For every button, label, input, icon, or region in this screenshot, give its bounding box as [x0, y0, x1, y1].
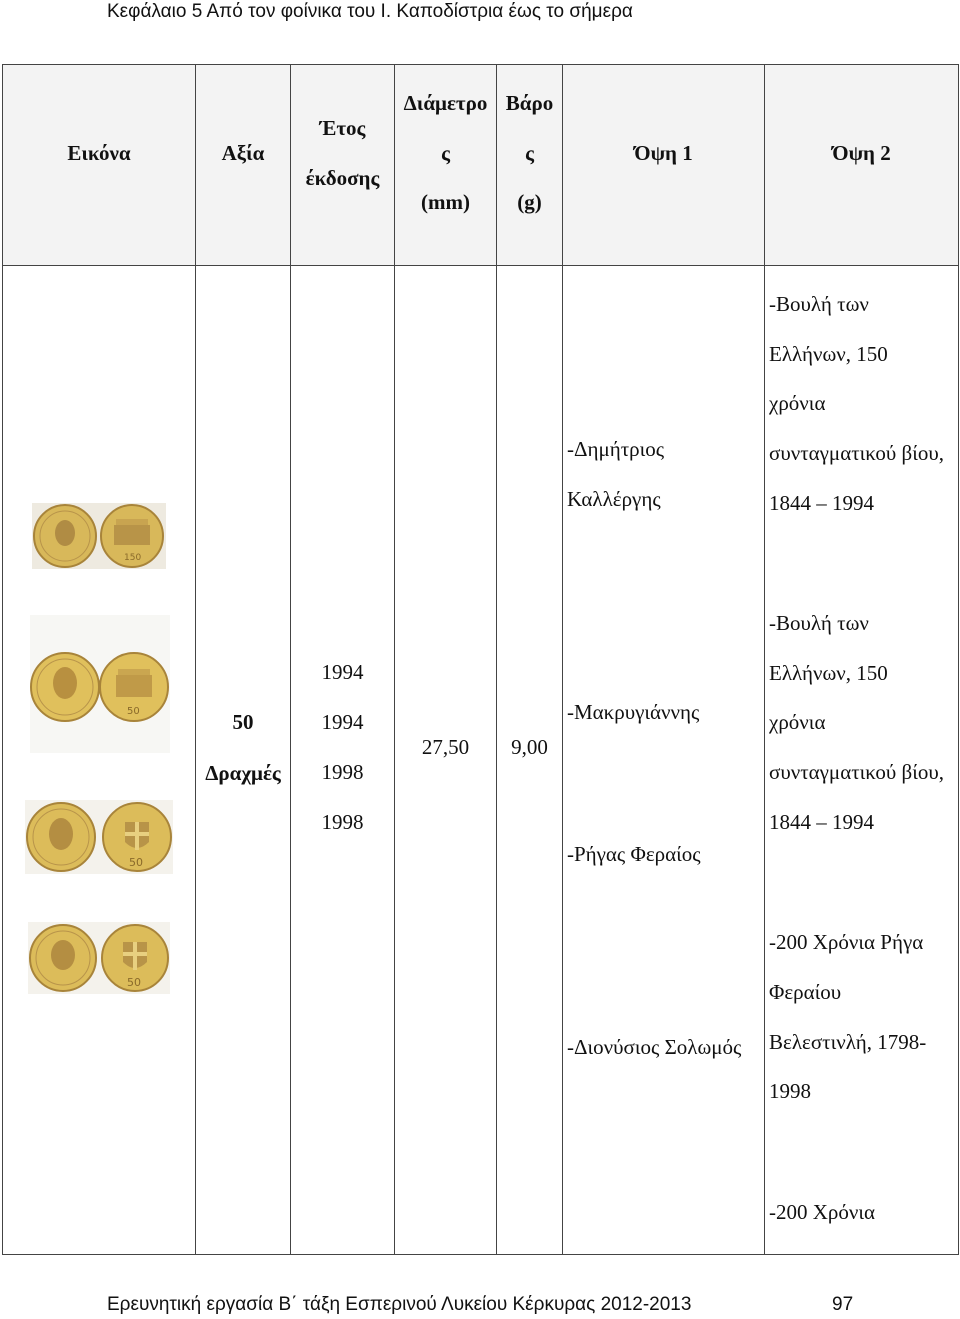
- side1-solomos: -Διονύσιος Σολωμός: [567, 1035, 742, 1059]
- diameter-value: 27,50: [421, 735, 470, 759]
- column-border: [394, 64, 395, 1255]
- column-border: [958, 64, 959, 1255]
- value-amount: 50: [232, 710, 254, 734]
- header-side1: Όψη 1: [634, 141, 693, 165]
- side2-block2-line: -Βουλή των: [769, 611, 869, 635]
- header-diameter-line2: ς: [441, 141, 450, 165]
- weight-value: 9,00: [511, 735, 548, 759]
- side2-block1-line: συνταγματικού βίου,: [769, 441, 945, 465]
- coin-image-makrygiannis: [30, 615, 170, 753]
- page-footer: Ερευνητική εργασία Β΄ τάξη Εσπερινού Λυκείου Κέρκυρας 2012-2013: [107, 1294, 692, 1315]
- column-border: [2, 64, 3, 1255]
- header-year-line2: έκδοσης: [305, 166, 380, 190]
- header-year-line1: Έτος: [319, 116, 366, 140]
- header-bottom-border: [2, 265, 959, 266]
- side1-rigas: -Ρήγας Φεραίος: [567, 842, 701, 866]
- side2-block4-line: -200 Χρόνια: [769, 1200, 876, 1224]
- side1-makrygiannis: -Μακρυγιάννης: [567, 700, 700, 724]
- header-diameter-line3: (mm): [421, 190, 470, 214]
- page-header: Κεφάλαιο 5 Από τον φοίνικα του Ι. Καποδίστρια έως το σήμερα: [107, 1, 633, 22]
- side2-block2-line: συνταγματικού βίου,: [769, 760, 945, 784]
- svg-text:50: 50: [127, 976, 141, 989]
- side2-block3-line: Φεραίου: [769, 980, 842, 1004]
- side2-block1-line: 1844 – 1994: [769, 491, 874, 515]
- table-bottom-border: [2, 1254, 959, 1255]
- side2-block1-line: χρόνια: [769, 391, 826, 415]
- side2-block2-line: Ελλήνων, 150: [769, 661, 888, 685]
- header-weight-line3: (g): [517, 190, 542, 214]
- value-currency: Δραχμές: [205, 761, 281, 785]
- side1-kallergis-line1: -Δημήτριος: [567, 437, 665, 461]
- header-value: Αξία: [221, 141, 265, 165]
- column-border: [195, 64, 196, 1255]
- svg-text:50: 50: [127, 706, 140, 717]
- side1-kallergis-line2: Καλλέργης: [567, 487, 661, 511]
- column-border: [764, 64, 765, 1255]
- side2-block3-line: -200 Χρόνια Ρήγα: [769, 930, 924, 954]
- side2-block2-line: 1844 – 1994: [769, 810, 874, 834]
- year-1: 1994: [321, 660, 364, 684]
- header-weight-line1: Βάρο: [505, 91, 554, 115]
- svg-text:150: 150: [124, 553, 142, 563]
- column-border: [562, 64, 563, 1255]
- side2-block1-line: Ελλήνων, 150: [769, 342, 888, 366]
- table-top-border: [2, 64, 959, 65]
- year-2: 1994: [321, 710, 364, 734]
- side2-block2-line: χρόνια: [769, 710, 826, 734]
- coin-image-solomos: [28, 922, 170, 994]
- side2-block3-line: Βελεστινλή, 1798-: [769, 1030, 927, 1054]
- year-3: 1998: [321, 760, 364, 784]
- page-number: 97: [832, 1294, 854, 1315]
- header-side2: Όψη 2: [832, 141, 891, 165]
- coin-image-rigas: [25, 800, 173, 874]
- column-border: [496, 64, 497, 1255]
- year-4: 1998: [321, 810, 364, 834]
- coin-image-kallergis: [32, 503, 166, 569]
- header-image: Εικόνα: [67, 141, 131, 165]
- svg-text:50: 50: [129, 856, 143, 869]
- side2-block1-line: -Βουλή των: [769, 292, 869, 316]
- header-weight-line2: ς: [525, 141, 534, 165]
- side2-block3-line: 1998: [769, 1079, 811, 1103]
- header-diameter-line1: Διάμετρο: [403, 91, 488, 115]
